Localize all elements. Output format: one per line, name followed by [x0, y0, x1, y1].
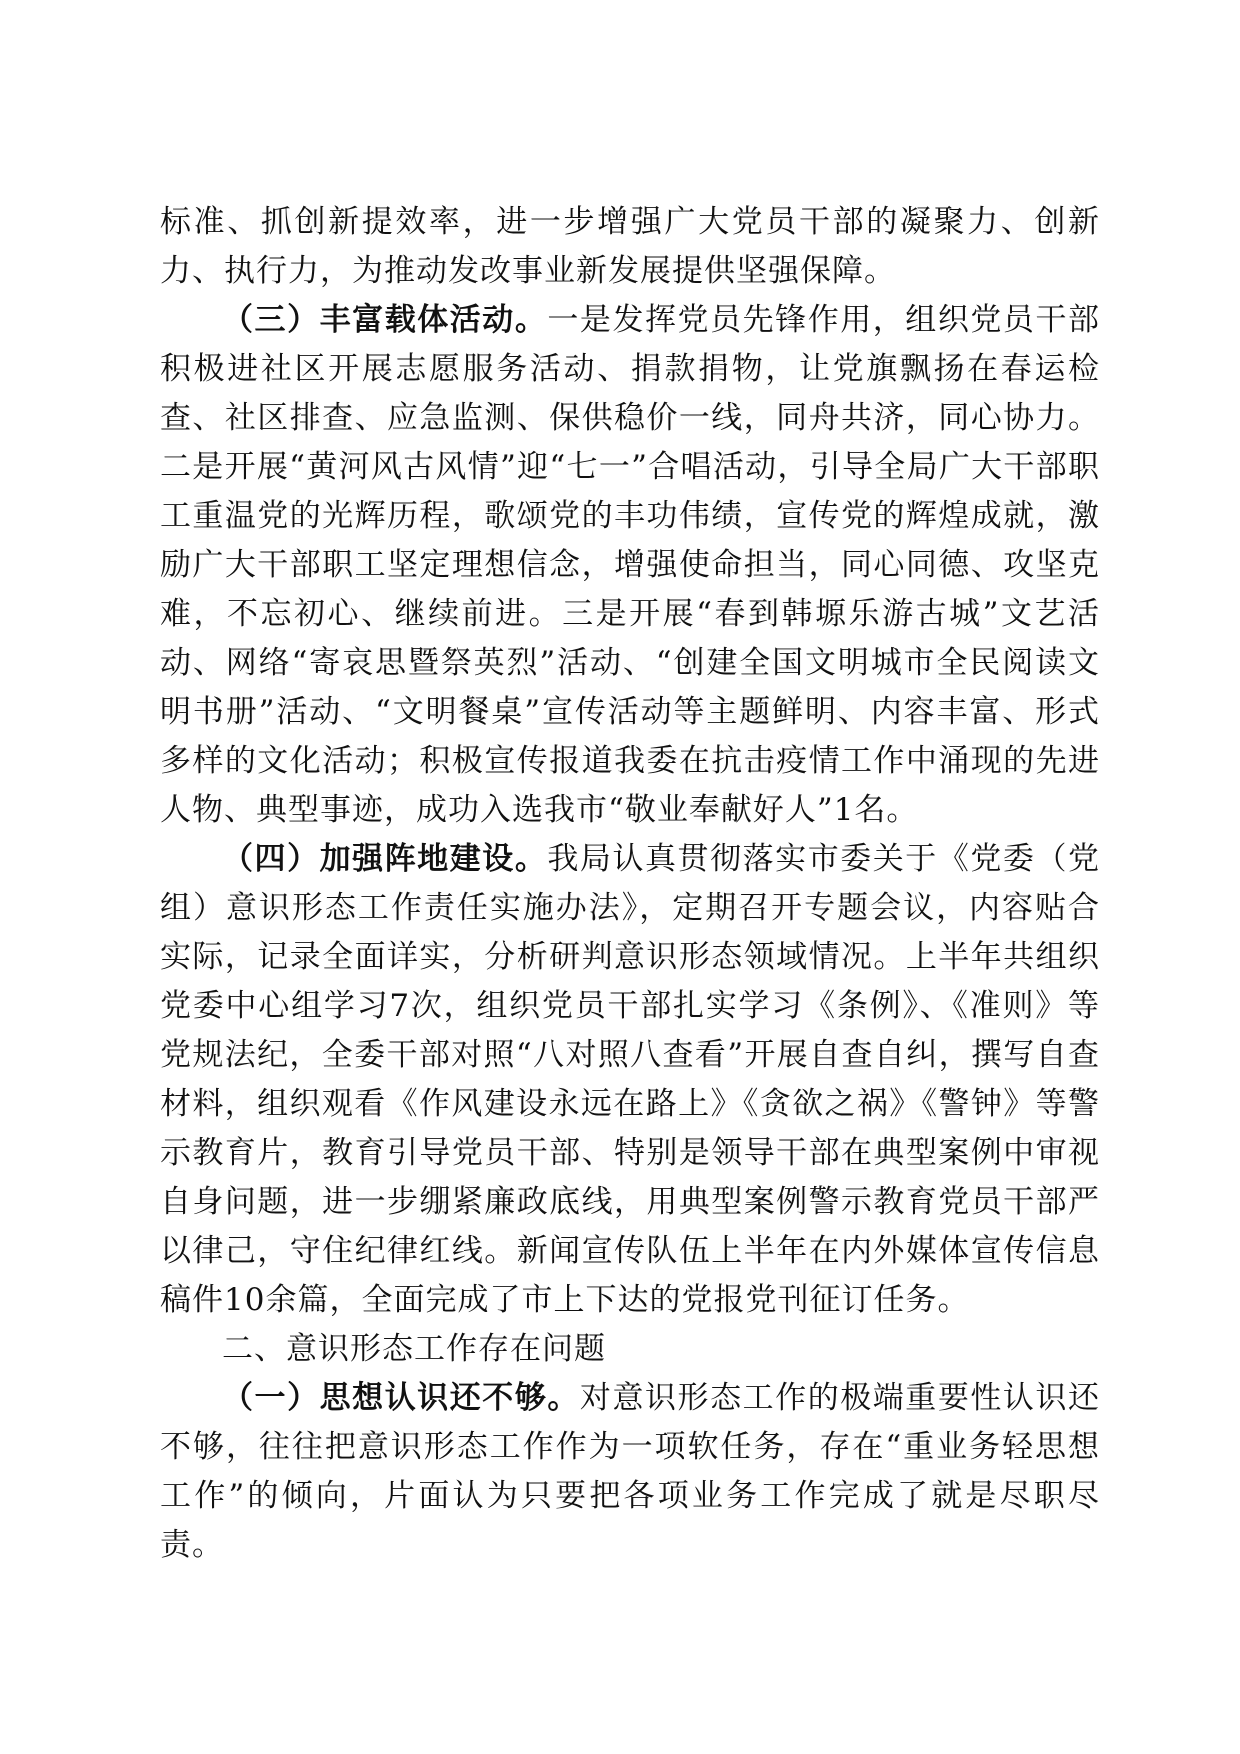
- paragraph-carrier-activities: [160, 296, 1100, 835]
- paragraph-lead: （四）加强阵地建设。: [222, 841, 548, 877]
- document-page: [160, 198, 1100, 1570]
- paragraph-text: 标准、抓创新提效率，进一步增强广大党员干部的凝聚力、创新力、执行力，为推动发改事业新发展提供坚强保障。: [160, 204, 1100, 289]
- paragraph-ideological-awareness: [160, 1374, 1100, 1570]
- paragraph-lead: （三）丰富载体活动。: [222, 302, 548, 338]
- paragraph-text: 我局认真贯彻落实市委关于《党委（党组）意识形态工作责任实施办法》，定期召开专题会议，内容贴合实际，记录全面详实，分析研判意识形态领域情况。上半年共组织党委中心组学习7次，组织党员干部扎实学习《条例》、《准则》等党规法纪，全委干部对照“八对照八查看”开展自查自纠，撰写自查材料，组织观看《作风建设永远在路上》《贪欲之祸》《警钟》等警示教育片，教育引导党员干部、特别是领导干部在典型案例中审视自身问题，进一步绷紧廉政底线，用典型案例警示教育党员干部严以律己，守住纪律红线。新闻宣传队伍上半年在内外媒体宣传信息稿件10余篇，全面完成了市上下达的党报党刊征订任务。: [160, 841, 1101, 1318]
- paragraph-text: 对意识形态工作的极端重要性认识还不够，往往把意识形态工作作为一项软任务，存在“重业务轻思想工作”的倾向，片面认为只要把各项业务工作完成了就是尽职尽责。: [160, 1380, 1100, 1563]
- section-heading: 二、意识形态工作存在问题: [222, 1331, 606, 1367]
- paragraph-text: 一是发挥党员先锋作用，组织党员干部积极进社区开展志愿服务活动、捐款捐物，让党旗飘扬在春运检查、社区排查、应急监测、保供稳价一线，同舟共济，同心协力。二是开展“黄河风古风情”迎“七一”合唱活动，引导全局广大干部职工重温党的光辉历程，歌颂党的丰功伟绩，宣传党的辉煌成就，激励广大干部职工坚定理想信念，增强使命担当，同心同德、攻坚克难，不忘初心、继续前进。三是开展“春到韩塬乐游古城”文艺活动、网络“寄哀思暨祭英烈”活动、“创建全国文明城市全民阅读文明书册”活动、“文明餐桌”宣传活动等主题鲜明、内容丰富、形式多样的文化活动；积极宣传报道我委在抗击疫情工作中涌现的先进人物、典型事迹，成功入选我市“敬业奉献好人”1名。: [160, 302, 1101, 828]
- paragraph-position-building: [160, 835, 1100, 1325]
- paragraph-lead: （一）思想认识还不够。: [222, 1380, 580, 1416]
- paragraph-continuation: [160, 198, 1100, 296]
